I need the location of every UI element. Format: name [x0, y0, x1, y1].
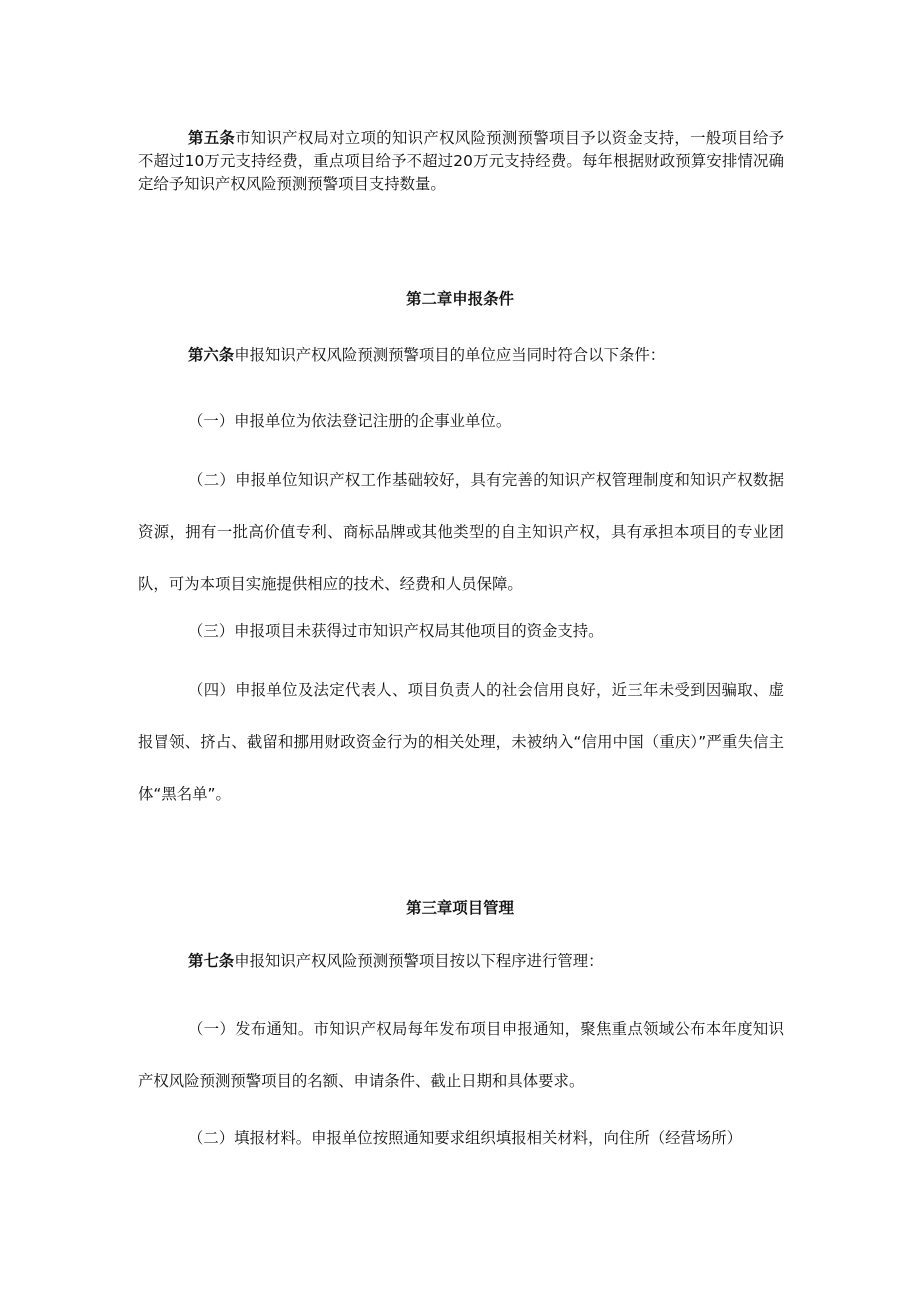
- chapter-3-item-2: （二）填报材料。申报单位按照通知要求组织填报相关材料，向住所（经营场所）: [188, 1129, 743, 1147]
- article-7-paragraph: [138, 935, 784, 987]
- chapter-2-item-4: （四）申报单位及法定代表人、项目负责人的社会信用良好，近三年未受到因骗取、虚报冒领、挤占、截留和挪用财政资金行为的相关处理，未被纳入“信用中国（重庆）”严重失信主体“黑名单”。: [138, 681, 784, 803]
- chapter-2-title: 第二章申报条件: [406, 290, 514, 308]
- article-7-lead: 第七条: [188, 952, 235, 970]
- chapter-3-item-1: （一）发布通知。市知识产权局每年发布项目申报通知，聚焦重点领域公布本年度知识产权风险预测预警项目的名额、申请条件、截止日期和具体要求。: [138, 1020, 784, 1090]
- article-5-paragraph: [138, 127, 784, 196]
- chapter-2-item-2: （二）申报单位知识产权工作基础较好，具有完善的知识产权管理制度和知识产权数据资源，拥有一批高价值专利、商标品牌或其他类型的自主知识产权，具有承担本项目的专业团队，可为本项目实施提供相应的技术、经费和人员保障。: [138, 471, 784, 593]
- article-5-text: 市知识产权局对立项的知识产权风险预测预警项目予以资金支持，一般项目给予不超过10万元支持经费，重点项目给予不超过20万元支持经费。每年根据财政预算安排情况确定给予知识产权风险预测预警项目支持数量。: [138, 129, 784, 193]
- chapter-2-item-3: （三）申报项目未获得过市知识产权局其他项目的资金支持。: [188, 622, 604, 640]
- article-5-lead: 第五条: [188, 129, 236, 147]
- chapter-3-title: 第三章项目管理: [406, 899, 514, 917]
- chapter-2-item-1: （一）申报单位为依法登记注册的企事业单位。: [188, 412, 512, 430]
- article-6-paragraph: [138, 329, 784, 381]
- article-6-lead: 第六条: [188, 346, 235, 364]
- article-6-text: 申报知识产权风险预测预警项目的单位应当同时符合以下条件：: [234, 346, 666, 364]
- article-7-text: 申报知识产权风险预测预警项目按以下程序进行管理：: [234, 952, 604, 970]
